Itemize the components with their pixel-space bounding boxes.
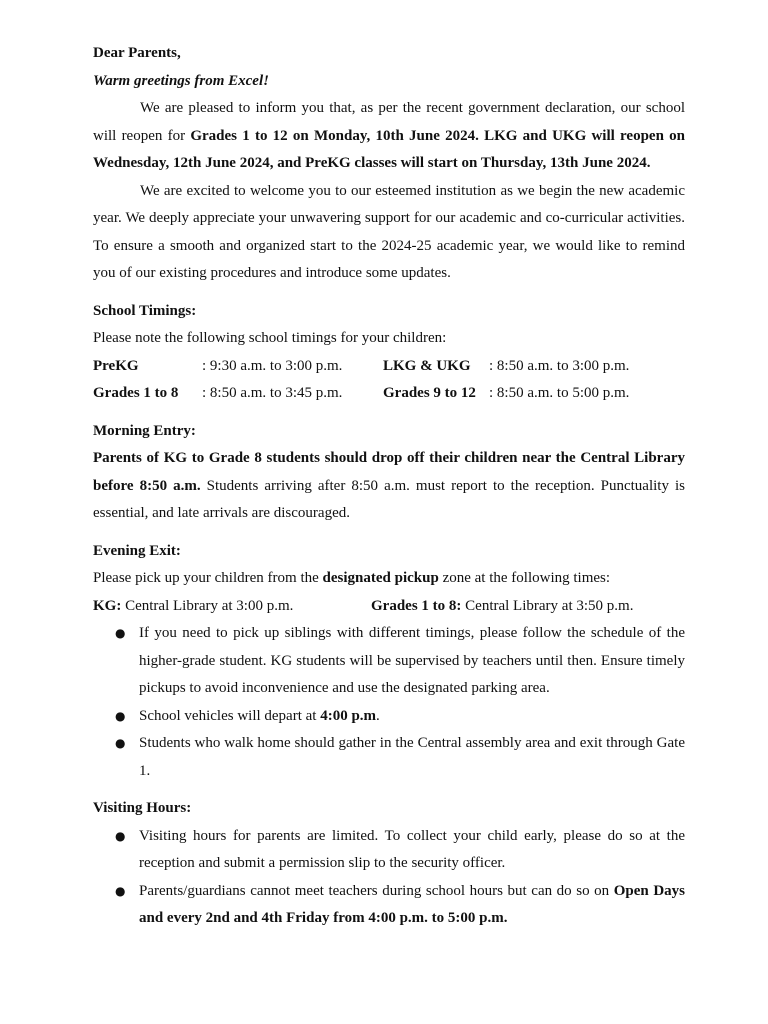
pickup-kg-value: Central Library at 3:00 p.m.: [121, 597, 294, 614]
pickup-kg: [93, 593, 371, 621]
timing-value: : 8:50 a.m. to 3:45 p.m.: [202, 385, 343, 401]
evening-exit-list: [93, 620, 685, 785]
salutation: Dear Parents,: [93, 45, 181, 61]
vehicle-time: 4:00 p.m: [320, 707, 377, 724]
list-item: [93, 878, 685, 933]
timing-row: [93, 353, 685, 381]
timing-cell: [93, 380, 383, 408]
timing-label: Grades 1 to 8: [93, 385, 179, 401]
evening-exit-heading: Evening Exit:: [93, 542, 181, 559]
bullet-icon: ●: [115, 883, 126, 898]
list-item-text: Visiting hours for parents are limited. To collect your child early, please do so at the reception and submit a permission slip to the security officer.: [139, 827, 685, 871]
evening-exit-intro: [93, 565, 685, 593]
timing-cell: [383, 353, 685, 381]
letter-page: [93, 40, 685, 933]
reopen-dates: Grades 1 to 12 on Monday, 10th June 2024. LKG and UKG will reopen on Wednesday, 12th June 2024, and PreKG classes will start on Thursday, 13th June 2024.: [93, 127, 685, 171]
intro-paragraph-1: [93, 95, 685, 178]
list-item-text: If you need to pick up siblings with different timings, please follow the schedule of the higher-grade student. KG students will be supervised by teachers until then. Ensure timely pickups to avoid inconvenience and use the designated parking area.: [139, 625, 685, 696]
bullet-icon: ●: [115, 736, 126, 750]
school-timings-note: Please note the following school timings for your children:: [93, 330, 447, 346]
timing-row: [93, 380, 685, 408]
timing-label: Grades 9 to 12: [383, 385, 476, 401]
bullet-icon: ●: [115, 828, 126, 843]
evening-exit-intro-text: Please pick up your children from the: [93, 570, 323, 586]
morning-entry-paragraph: [93, 445, 685, 528]
pickup-grades-label: Grades 1 to 8:: [371, 597, 462, 614]
list-item-text: School vehicles will depart at: [139, 707, 321, 724]
pickup-grades-value: Central Library at 3:50 p.m.: [461, 597, 634, 614]
list-item-text-end: .: [376, 707, 380, 724]
open-days-text: Open Days and every 2nd and 4th Friday from 4:00 p.m. to 5:00 p.m.: [139, 882, 685, 926]
timing-cell: [93, 353, 383, 381]
morning-entry-heading: Morning Entry:: [93, 422, 196, 439]
list-item: [93, 730, 685, 785]
pickup-times-row: [93, 593, 685, 621]
timing-value: : 8:50 a.m. to 3:00 p.m.: [489, 357, 630, 374]
list-item: [93, 620, 685, 703]
intro-text: We are pleased to inform you that, as per the recent government declaration, our school will reopen for: [93, 100, 685, 144]
bullet-icon: ●: [115, 626, 126, 640]
morning-entry-text: Students arriving after 8:50 a.m. must report to the reception. Punctuality is essential, and late arrivals are discouraged.: [93, 477, 685, 521]
pickup-kg-label: KG:: [93, 597, 122, 614]
timing-cell: [383, 380, 685, 408]
timing-label: LKG & UKG: [383, 357, 471, 374]
school-timings-heading: School Timings:: [93, 302, 197, 319]
list-item: [93, 823, 685, 878]
list-item: [93, 703, 685, 731]
list-item-text: Students who walk home should gather in the Central assembly area and exit through Gate 1.: [139, 735, 685, 779]
bullet-icon: ●: [115, 708, 126, 723]
timing-value: : 9:30 a.m. to 3:00 p.m.: [202, 357, 343, 374]
list-item-text: Parents/guardians cannot meet teachers during school hours but can do so on: [139, 882, 614, 899]
morning-entry-bold: Parents of KG to Grade 8 students should drop off their children near the Central Library before 8:50 a.m.: [93, 450, 685, 494]
timing-value: : 8:50 a.m. to 5:00 p.m.: [489, 385, 630, 401]
evening-exit-intro-end: zone at the following times:: [438, 570, 611, 586]
visiting-hours-list: [93, 823, 685, 933]
greeting: Warm greetings from Excel!: [93, 72, 269, 89]
pickup-grades: [371, 593, 633, 621]
visiting-hours-heading: Visiting Hours:: [93, 800, 192, 816]
timing-label: PreKG: [93, 357, 139, 374]
intro-paragraph-2: We are excited to welcome you to our esteemed institution as we begin the new academic year. We deeply appreciate your unwavering support for our academic and co-curricular activities. To ensure a smooth and organized start to the 2024-25 academic year, we would like to remind you of our existing procedures and introduce some updates.: [93, 182, 685, 281]
designated-pickup: designated pickup: [322, 570, 439, 586]
